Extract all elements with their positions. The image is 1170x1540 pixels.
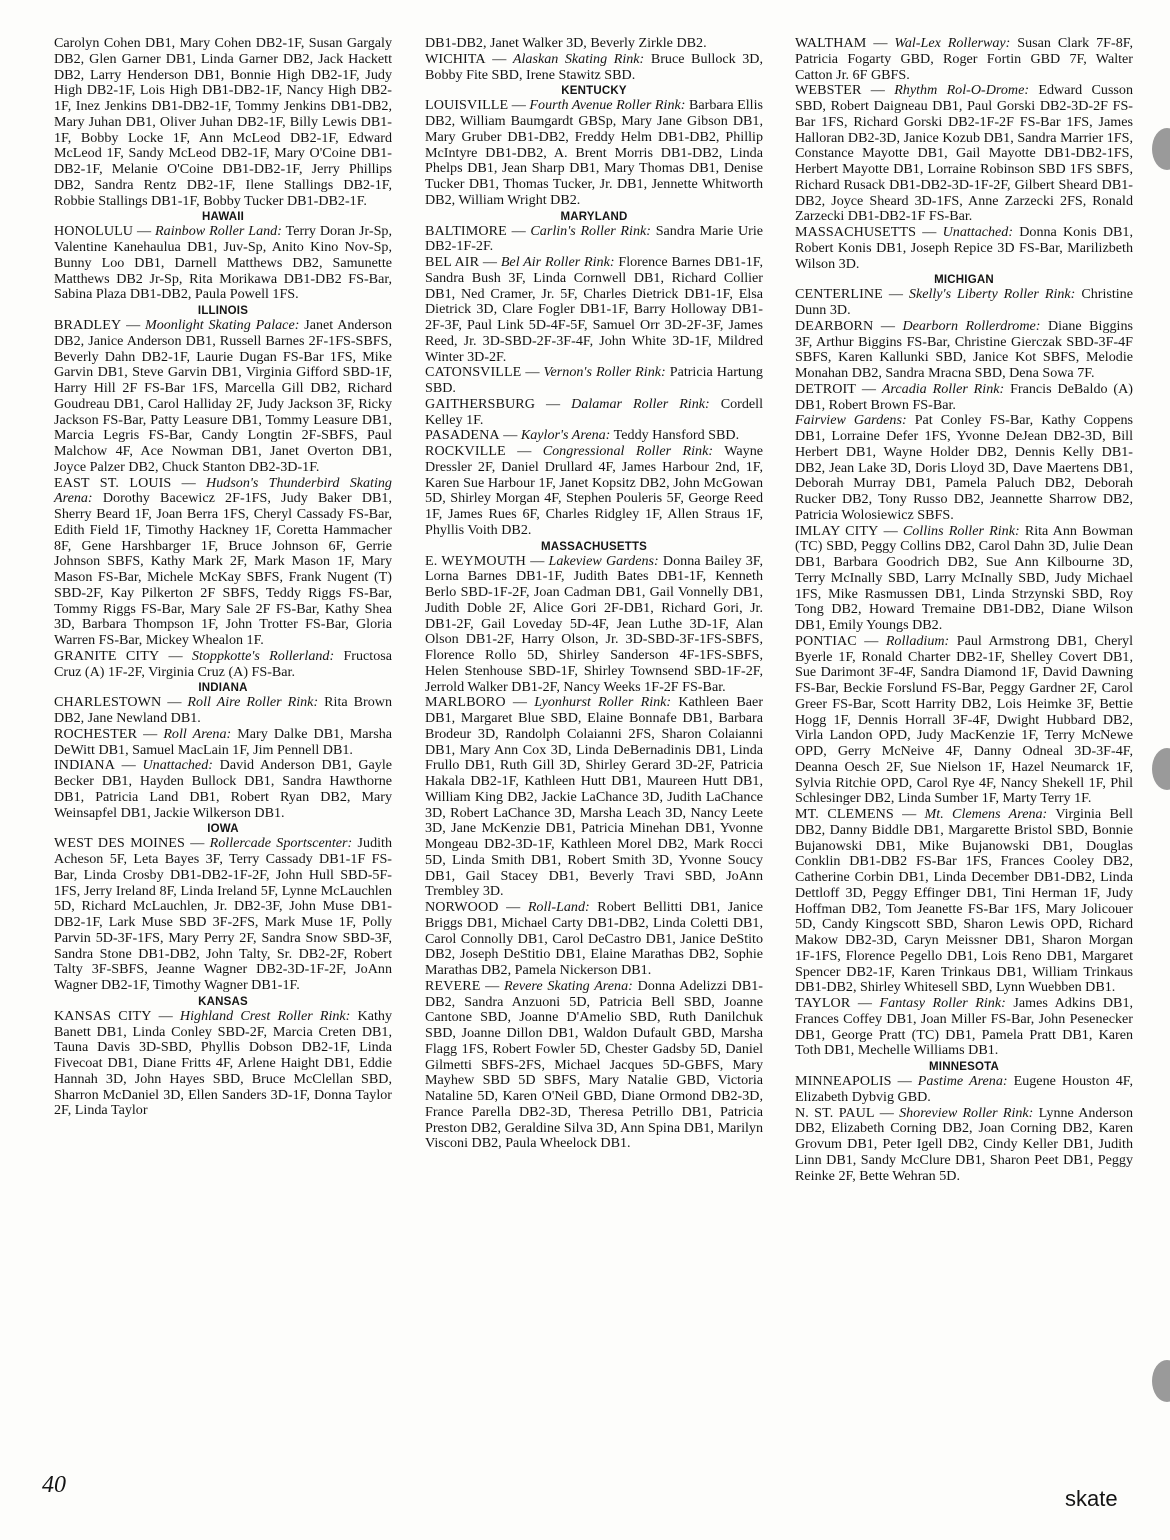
- rink-name: Unattached:: [942, 224, 1014, 240]
- skater-list: Bruce Bullock 3D, Bobby Fite SBD, Irene Stawitz SBD.: [425, 50, 764, 83]
- dash-separator: —: [480, 977, 505, 994]
- dash-separator: —: [184, 835, 210, 852]
- text-column-3: [795, 36, 1133, 1184]
- state-heading: KENTUCKY: [561, 85, 627, 98]
- rink-entry: [795, 413, 1133, 523]
- city-name: N. ST. PAUL: [795, 1104, 875, 1121]
- rink-name: Wal-Lex Rollerway:: [894, 35, 1011, 51]
- dash-separator: —: [159, 647, 192, 664]
- dash-separator: —: [121, 317, 145, 333]
- rink-name: Stoppkotte's Rollerland:: [191, 647, 335, 664]
- city-name: MARLBORO: [425, 694, 506, 711]
- city-name: WEBSTER: [795, 82, 862, 99]
- dash-separator: —: [479, 254, 501, 270]
- skater-list: Pat Conley FS-Bar, Kathy Coppens DB1, Lorraine Defer 1FS, Yvonne DeJean DB2-3D, Bill Herbert DB1, Wayne Holder DB2, Dennis Kelly DB1-DB2, Jean Lake 3D, Doris Lloyd 3D, Dave Maertens DB1, Deborah Murray DB1, Pamela Paluch DB2, Deborah Rucker DB2, Tony Russo DB2, Jeannette Sharrow DB2, Patricia Wolosiewicz SBFS.: [795, 412, 1134, 523]
- city-name: HONOLULU: [54, 223, 134, 240]
- binder-hole: [1152, 748, 1170, 790]
- rink-entry: [54, 318, 392, 476]
- rink-entry: [795, 225, 1133, 272]
- state-heading: INDIANA: [198, 682, 248, 695]
- rink-name: Hudson's Thunderbird Skating Arena:: [54, 474, 392, 507]
- skater-list: DB1-DB2, Janet Walker 3D, Beverly Zirkle DB2.: [425, 35, 707, 51]
- rink-entry: [795, 524, 1133, 634]
- city-name: ROCHESTER: [54, 725, 138, 742]
- rink-entry: [425, 255, 763, 365]
- dash-separator: —: [850, 995, 880, 1011]
- rink-name: Shoreview Roller Rink:: [899, 1104, 1034, 1121]
- rink-name: Lakeview Gardens:: [548, 552, 659, 569]
- city-name: MASSACHUSETTS: [795, 224, 917, 240]
- rink-name: Fairview Gardens:: [795, 412, 907, 429]
- dash-separator: —: [171, 474, 207, 491]
- skater-list: Teddy Hansford SBD.: [613, 427, 740, 444]
- skater-list: Carolyn Cohen DB1, Mary Cohen DB2-1F, Susan Gargaly DB2, Glen Garner DB1, Linda Garner DB2, Jack Hackett DB2, Larry Henderson DB1, Bonnie High DB2-1F, Judy High DB2-1F, Lois High DB1-DB2-1F, Nancy High DB2-1F, Inez Jenkins DB1-DB2-1F, Tommy Jenkins DB1-DB2, Mary Juhan DB1, Oliver Juhan DB2-1F, Billy Lewis DB1-1F, Bobby Locke 1F, Ann McLeod DB2-1F, Edward McLeod 1F, Sandy McLeod DB2-1F, Mary O'Coine DB1-DB2-1F, Melanie O'Coine DB1-DB2-1F, Jerry Phillips DB2, Sandra Rentz DB2-1F, Ilene Stallings DB2-1F, Robbie Stallings DB1-1F, Bobby Tucker DB1-DB2-1F.: [54, 35, 392, 209]
- binder-hole: [1152, 1360, 1170, 1402]
- rink-entry: [795, 36, 1133, 83]
- rink-entry: [425, 224, 763, 256]
- rink-name: Moonlight Skating Palace:: [144, 317, 300, 333]
- city-name: WEST DES MOINES: [54, 835, 185, 852]
- dash-separator: —: [506, 222, 531, 239]
- dash-separator: —: [878, 522, 903, 539]
- rink-entry: [54, 224, 392, 303]
- rink-name: Congressional Roller Rink:: [542, 443, 714, 459]
- skater-list: Barbara Ellis DB2, William Baumgardt GBSp, Mary Jane Gibson DB1, Mary Gruber DB1-DB2, Freddy Helm DB1-DB2, Phillip McIntyre DB1-DB2, A. Brent Morris DB1-DB2, Linda Phelps DB1, Jean Sharp DB1, Mary Thomas DB1, Denise Tucker DB1, Thomas Tucker, Jr. DB1, Jennette Whitworth DB2, William Wright DB2.: [425, 97, 764, 208]
- dash-separator: —: [508, 97, 530, 114]
- skater-list: Janet Anderson DB2, Janice Anderson DB1, Russell Barnes 2F-1FS-SBFS, Beverly Dahn DB2-1F, Laurie Dugan FS-Bar 1FS, Mike Garvin DB1, Steve Garvin DB1, Virginia Gifford SBD-1F, Harry Hill 2F FS-Bar 1FS, Marcella Gill DB2, Richard Goudreau DB1, Carol Halliday 2F, Judy Jackson 3F, Ricky Jackson FS-Bar, Patty Leasure DB1, Tommy Leasure DB1, Marcia Legris FS-Bar, Candy Longtin 2F-SBFS, Paul Malchow 4F, Ace Nowman DB1, Janet Overton DB1, Joyce Palzer DB2, Chuck Stanton DB2-3D-1F.: [54, 317, 393, 475]
- dash-separator: —: [161, 694, 188, 711]
- rink-name: Lyonhurst Roller Rink:: [534, 694, 672, 711]
- dash-separator: —: [874, 1104, 900, 1121]
- dash-separator: —: [151, 1007, 180, 1024]
- rink-entry: [54, 727, 392, 759]
- rink-entry: [425, 428, 763, 444]
- dash-separator: —: [505, 443, 543, 459]
- skater-list: Virginia Bell DB2, Danny Biddle DB1, Margarette Bristol SBD, Bonnie Bujanowski DB1, Mike Bujanowski DB1, Douglas Conklin DB1-DB2 FS-Bar 1FS, Frances Cooley DB2, Catherine Corbin DB1, Linda December DB1-DB2, Linda Dettloff 3D, Peggy Effinger DB1, Tini Herman 1F, Judy Hoffman DB2, Tom Jeanette FS-Bar 1FS, Mary Jolicouer 5D, Candy Kingscott SBD, Sharon Lewis OPD, Richard Makow DB2-3D, Caryn Meissner DB1, Sharon Morgan 1F-1FS, Florence Pegello DB1, Lois Reno DB1, Margaret Spencer DB2-1F, Karen Trinkaus DB1, William Trinkaus DB1-DB2, Shirley Whitesell SBD, Lynn Wuebben DB1.: [795, 806, 1133, 996]
- dash-separator: —: [521, 364, 544, 381]
- skater-list: Rita Brown DB2, Jane Newland DB1.: [54, 694, 392, 726]
- dash-separator: —: [485, 50, 513, 67]
- city-name: TAYLOR: [795, 995, 851, 1011]
- text-column-2: [425, 36, 763, 1152]
- skater-list: Patricia Hartung SBD.: [425, 364, 763, 396]
- rink-entry: [425, 52, 763, 84]
- dash-separator: —: [866, 35, 895, 51]
- city-name: CATONSVILLE: [425, 364, 522, 381]
- dash-separator: —: [891, 1073, 918, 1089]
- dash-separator: —: [855, 380, 882, 397]
- rink-name: Highland Crest Roller Rink:: [179, 1007, 351, 1024]
- city-name: GAITHERSBURG: [425, 395, 536, 412]
- rink-entry: [795, 382, 1133, 414]
- dash-separator: —: [505, 694, 535, 711]
- rink-name: Rhythm Rol-O-Drome:: [894, 82, 1030, 99]
- rink-entry: [425, 554, 763, 696]
- city-name: CHARLESTOWN: [54, 694, 162, 711]
- city-name: GRANITE CITY: [54, 647, 160, 664]
- rink-name: Rollercade Sportscenter:: [209, 835, 353, 852]
- dash-separator: —: [882, 286, 909, 303]
- skater-list: Dorothy Bacewicz 2F-1FS, Judy Baker DB1, Sherry Beard 1F, Joan Berra 1FS, Cheryl Cassady FS-Bar, Edith Field 1F, Timothy Hackney 1F, Coretta Hammacher 8F, Gene Harshbarger 1F, Bruce Johnson 6F, Gerrie Johnson SBFS, Kathy Mark 2F, Mark Mason 1F, Mary Mason FS-Bar, Michele McKay SBFS, Frank Nugent (T) SBD-2F, Kay Pilkerton 2F SBFS, Teddy Riggs FS-Bar, Tommy Riggs FS-Bar, Mary Sale 2F FS-Bar, Kathy Shea 3D, Barbara Thompson 1F, John Trotter FS-Bar, Gloria Warren FS-Bar, Mickey Whealon 1F.: [54, 490, 392, 648]
- city-name: WICHITA: [425, 50, 486, 67]
- skater-list: Florence Barnes DB1-1F, Sandra Bush 3F, Linda Cornwell DB1, Richard Collier DB1, Ned Cramer, Jr. 5F, Charles Dietrick DB1-1F, Elsa Dietrick 3D, Clare Fogler DB1-1F, Barry Holloway DB1-2F-3F, Paul Link 5D-4F-5F, Samuel Orr 3D-2F-3F, James Reed, Jr. 3D-SBD-2F-3F-4F, John White 3D-1F, Mildred Winter 3D-2F.: [425, 254, 764, 365]
- rink-name: Fourth Avenue Roller Rink:: [529, 97, 686, 114]
- city-name: BALTIMORE: [425, 222, 507, 239]
- rink-name: Skelly's Liberty Roller Rink:: [908, 286, 1076, 303]
- rink-entry: [795, 996, 1133, 1059]
- rink-name: Unattached:: [142, 757, 213, 774]
- skater-list: Fructosa Cruz (A) 1F-2F, Virginia Cruz (A) FS-Bar.: [54, 647, 392, 680]
- state-heading: MARYLAND: [560, 210, 628, 223]
- rink-name: Roll Arena:: [163, 725, 232, 742]
- magazine-name: skate: [1065, 1486, 1118, 1511]
- rink-entry: [54, 758, 392, 821]
- dash-separator: —: [498, 899, 528, 915]
- city-name: INDIANA: [54, 757, 115, 774]
- city-name: DETROIT: [795, 380, 856, 397]
- city-name: E. WEYMOUTH: [425, 552, 526, 569]
- city-name: WALTHAM: [795, 35, 867, 51]
- dash-separator: —: [861, 82, 895, 99]
- skater-list: Eugene Houston 4F, Elizabeth Dybvig GBD.: [795, 1073, 1133, 1105]
- skater-list: Cordell Kelley 1F.: [425, 395, 763, 428]
- rink-entry: [54, 836, 392, 994]
- skater-list: Rita Ann Bowman (TC) SBD, Peggy Collins DB2, Carol Dahn 3D, Julie Dean DB1, Barbara Goodrich DB2, Sue Ann Kilbourne 3D, Terry McInally SBD, Larry McInally SBD, Judy Michael 1FS, Mike Rasmussen DB1, Linda Strzynski SBD, Roy Tong DB2, Howard Tremaine DB1-DB2, Diane Wilson DB1, Emily Youngs DB2.: [795, 522, 1134, 633]
- city-name: DEARBORN: [795, 317, 874, 334]
- skater-list: Edward Cusson SBD, Robert Daigneau DB1, Paul Gorski DB2-3D-2F FS-Bar 1FS, Richard Gorski DB2-1F-2F FS-Bar 1FS, James Halloran DB2-3D, Janice Kozub DB1, Sandra Marrier 1FS, Constance Mayotte DB1, Gail Mayotte DB1-DB2-1FS, Herbert Mayotte DB1, Lorraine Robinson SBD 1FS SBFS, Richard Rusack DB1-DB2-3D-1F-2F, Gilbert Sheard DB1-DB2, Joyce Sheard 3D-1FS, Anne Zarzecki 2FS, Ronald Zarzecki DB1-DB2-1F FS-Bar.: [795, 82, 1134, 225]
- skater-list: Terry Doran Jr-Sp, Valentine Kanehaulua DB1, Juv-Sp, Anito Kino Nov-Sp, Bunny Loo DB1, Darnell Matthews DB2, Samunette Matthews DB2 Jr-Sp, Rita Morikawa DB1-DB2 FS-Bar, Sabina Plaza DB1-DB2, Paula Powell 1FS.: [54, 223, 392, 303]
- rink-name: Bel Air Roller Rink:: [500, 254, 615, 270]
- dash-separator: —: [873, 317, 903, 334]
- rink-name: Roll Aire Roller Rink:: [187, 694, 319, 711]
- city-name: MINNEAPOLIS: [795, 1073, 892, 1089]
- skater-list: Robert Bellitti DB1, Janice Briggs DB1, Michael Carty DB1-DB2, Linda Coletti DB1, Carol Connolly DB1, Carol DeCastro DB1, Janice DeStito DB2, Joseph DeStitio DB1, Elaine Marathas DB2, Sophie Marathas DB2, Pamela Nickerson DB1.: [425, 899, 763, 978]
- skater-list: Susan Clark 7F-8F, Patricia Fogarty GBD, Roger Fortin GBD 7F, Walter Catton Jr. 6F GBFS.: [795, 35, 1133, 83]
- state-heading: IOWA: [207, 823, 239, 836]
- state-heading: HAWAII: [201, 211, 245, 224]
- rink-entry: [795, 634, 1133, 807]
- dash-separator: —: [916, 224, 943, 240]
- skater-list: David Anderson DB1, Gayle Becker DB1, Hayden Bullock DB1, Sandra Hawthorne DB1, Patricia Land DB1, Robert Ryan DB2, Mary Weinsapfel DB1, Jackie Wilkerson DB1.: [54, 757, 392, 821]
- dash-separator: —: [525, 552, 549, 569]
- dash-separator: —: [856, 632, 886, 649]
- dash-separator: —: [499, 427, 521, 444]
- skater-list: Francis DeBaldo (A) DB1, Robert Brown FS-Bar.: [795, 380, 1133, 413]
- rink-name: Dearborn Rollerdrome:: [902, 317, 1041, 334]
- state-heading: MICHIGAN: [934, 274, 994, 287]
- city-name: KANSAS CITY: [54, 1007, 152, 1024]
- rink-name: Roll-Land:: [527, 899, 590, 915]
- dash-separator: —: [893, 806, 925, 822]
- rink-entry: [54, 695, 392, 727]
- rink-name: Pastime Arena:: [917, 1073, 1008, 1089]
- rink-name: Vernon's Roller Rink:: [543, 364, 666, 381]
- skater-list: Christine Dunn 3D.: [795, 286, 1133, 318]
- dash-separator: —: [133, 223, 156, 240]
- rink-name: Revere Skating Arena:: [504, 977, 633, 994]
- dash-separator: —: [114, 757, 143, 774]
- text-column-1: [54, 36, 392, 1119]
- rink-name: Carlin's Roller Rink:: [530, 222, 651, 239]
- city-name: BRADLEY: [54, 317, 122, 333]
- skater-list: Judith Acheson 5F, Leta Bayes 3F, Terry Cassady DB1-1F FS-Bar, Linda Crosby DB1-DB2-1F-2F, John Hull SBD-5F-1FS, Jerry Ireland 8F, Linda Ireland 5F, Lynne McLauchlen 5D, Richard McLauchlen, Jr. DB2-3F, John Muse DB1-DB2-1F, Lark Muse SBD 3F-2FS, Mark Muse 1F, Polly Parvin 5D-3F-1FS, Mary Perry 2F, Sandra Snow SBD-3F, Sandra Stone DB1-DB2, John Talty, Sr. DB2-2F, Robert Talty 3F-SBFS, Jeanne Wagner DB2-3D-1F-2F, JoAnn Wagner DB2-1F, Timothy Wagner DB1-1F.: [54, 835, 392, 993]
- rink-name: Kaylor's Arena:: [520, 427, 611, 444]
- dash-separator: —: [137, 725, 164, 742]
- city-name: LOUISVILLE: [425, 97, 509, 114]
- skater-list: Mary Dalke DB1, Marsha DeWitt DB1, Samuel MacLain 1F, Jim Pennell DB1.: [54, 725, 392, 758]
- city-name: NORWOOD: [425, 899, 499, 915]
- rink-entry: [795, 1106, 1133, 1185]
- binder-hole: [1152, 128, 1170, 170]
- page-number: 40: [42, 1472, 66, 1498]
- rink-name: Dalamar Roller Rink:: [571, 395, 710, 412]
- skater-list: Wayne Dressler 2F, Daniel Drullard 4F, James Harbour 2nd, 1F, Karen Sue Harbour 1F, Janet Kopsitz DB2, John McGowan 5D, Shirley Morgan 4F, Stephen Pouleris 5F, George Reed 1F, James Rues 6F, Charles Ridgley 1F, Allen Straus 1F, Phyllis Voith DB2.: [425, 443, 763, 538]
- dash-separator: —: [535, 395, 572, 412]
- rink-entry: [54, 476, 392, 649]
- rink-entry: [54, 1009, 392, 1119]
- rink-entry: [795, 807, 1133, 996]
- skater-list: Kathy Banett DB1, Linda Conley SBD-2F, Marcia Creten DB1, Tauna Davis 3D-SBD, Phyllis Dobson DB2-1F, Linda Fivecoat DB1, Diane Fritts 4F, Arlene Haight DB1, Eddie Hannah 3D, John Hayes SBD, Bruce McClellan SBD, Sharron McDaniel 3D, Ellen Sanders 3D-1F, Donna Taylor 2F, Linda Taylor: [54, 1007, 392, 1119]
- rink-entry: [795, 319, 1133, 382]
- rink-name: Alaskan Skating Rink:: [512, 50, 645, 67]
- skater-list: Donna Adelizzi DB1-DB2, Sandra Anzuoni 5D, Patricia Bell SBD, Joanne Cantone SBD, Joanne D'Amelio SBD, Ruth Danilchuk SBD, Joanne Dillon DB1, Waldon Dufault GBD, Marsha Flagg 1FS, Robert Fowler 5D, Chester Gadsby 5D, Daniel Gilmetti SBFS-2FS, Michael Jacques 5D-GBFS, Mary Mayhew SBD 5D SBFS, Mary Natalie GBD, Victoria Nataline 5D, Karen O'Neil GBD, Diane Ormond DB2-3D, France Parella DB2-3D, Theresa Petrillo DB1, Patricia Preston DB2, Geraldine Silva 3D, Ann Spina DB1, Marilyn Visconi DB2, Paula Wheelock DB1.: [425, 977, 764, 1152]
- rink-entry: [425, 98, 763, 208]
- state-heading: ILLINOIS: [197, 305, 249, 317]
- city-name: EAST ST. LOUIS: [54, 474, 172, 491]
- rink-name: Mt. Clemens Arena:: [924, 806, 1048, 822]
- rink-name: Rolladium:: [885, 632, 950, 649]
- city-name: BEL AIR: [425, 254, 480, 270]
- rink-entry: [425, 900, 763, 979]
- state-heading: MINNESOTA: [929, 1061, 999, 1073]
- rink-name: Rainbow Roller Land:: [155, 223, 282, 240]
- skater-list: James Adkins DB1, Frances Coffey DB1, Joan Miller FS-Bar, John Pesenecker DB1, George Pratt (TC) DB1, Pamela Pratt DB1, Karen Toth DB1, Mechelle Williams DB1.: [795, 995, 1134, 1059]
- rink-entry: [425, 979, 763, 1152]
- skater-list: Paul Armstrong DB1, Cheryl Byerle 1F, Ronald Charter DB2-1F, Shelley Covert DB1, Sue Darimont 3F-4F, Sandra Diamond 1F, David Dawning FS-Bar, Beckie Forslund FS-Bar, Peggy Gardner 2F, Carol Greer FS-Bar, Scott Harrity DB2, Lois Heimke 3F, Bettie Hogg 1F, Dennis Horrall 3F-4F, Dwight Hubbard DB2, Virla Landon OPD, Judy MacKenzie 1F, Terry McNewe OPD, Gerry McNeive 4F, Danny Odneal 3D-3F-4F, Deanna Oesch 2F, Sue Nielson 1F, Hazel Neumarck 1F, Sylvia Ritchie OPD, Carol Rye 4F, Nancy Shekell 1F, Phil Schlesinger DB2, Linda Sumber 1F, Marty Terry 1F.: [795, 632, 1134, 807]
- rink-entry: [425, 397, 763, 429]
- city-name: CENTERLINE: [795, 286, 883, 303]
- rink-entry: [425, 365, 763, 397]
- city-name: REVERE: [425, 977, 481, 994]
- rink-entry: [425, 695, 763, 900]
- city-name: ROCKVILLE: [425, 443, 506, 459]
- rink-name: Fantasy Roller Rink:: [879, 995, 1006, 1011]
- state-heading: MASSACHUSETTS: [540, 540, 648, 553]
- skater-list: Donna Konis DB1, Robert Konis DB1, Joseph Repice 3D FS-Bar, Marilizbeth Wilson 3D.: [795, 224, 1133, 272]
- rink-entry: [795, 287, 1133, 319]
- skater-list: Diane Biggins 3F, Arthur Biggins FS-Bar, Christine Gierczak SBD-3F-4F SBFS, Karen Kallunki SBD, Janice Kot SBFS, Melodie Monahan DB2, Sandra Mracna SBD, Dena Sowa 7F.: [795, 317, 1133, 381]
- skater-list: Sandra Marie Urie DB2-1F-2F.: [425, 222, 764, 255]
- city-name: PASADENA: [425, 427, 500, 444]
- city-name: PONTIAC: [795, 632, 857, 649]
- state-heading: KANSAS: [198, 995, 248, 1008]
- city-name: IMLAY CITY: [795, 522, 879, 539]
- rink-entry: [795, 83, 1133, 225]
- city-name: MT. CLEMENS: [795, 806, 894, 822]
- rink-name: Arcadia Roller Rink:: [881, 380, 1005, 397]
- skater-list: Donna Bailey 3F, Lorna Barnes DB1-1F, Judith Bates DB1-1F, Kenneth Berlo SBD-1F-2F, Joan Cadman DB1, Gail Vonnelly DB1, Judith Doble 2F, Alice Gori 2F-DB1, Richard Gori, Jr. DB1-2F, Gail Loveday 5D-4F, Jean Luthe 3D-1F, Alan Olson DB1-2F, Harry Olson, Jr. 3D-SBD-3F-1FS-SBFS, Florence Rollo 5D, Shirley Sanderson 4F-1FS-SBFS, Helen Stenhouse SBD-1F, Shirley Townsend SBD-1F-2F, Jerrold Walker DB1-2F, Nancy Weeks 1F-2F FS-Bar.: [425, 552, 764, 695]
- rink-entry: [54, 649, 392, 681]
- rink-name: Collins Roller Rink:: [902, 522, 1020, 539]
- rink-entry: [425, 444, 763, 539]
- skater-list: Kathleen Baer DB1, Margaret Blue SBD, Elaine Bonnafe DB1, Barbara Brodeur 3D, Randolph Colaianni 2FS, Sharon Colaianni DB1, Mary Ann Cox 3D, Linda DeBernadinis DB1, Linda Frullo DB1, Ruth Gill 3D, Shirley Gerard 3D-2F, Patricia Hakala DB2-1F, Kathleen Hutt DB1, Maureen Hutt DB1, William King DB2, Jackie LaChance 3D, Judith LaChance 3D, Robert LaChance 3D, Marsha Leach 3D, Nancy Leete 3D, Jane McKenzie DB1, Patricia Minehan DB1, Yvonne Mongeau DB2-3D-1F, Kathleen Morel DB2, Mark Rocci 5D, Linda Smith DB1, Robert Smith 3D, Yvonne Soucy DB1, Gail Stacey DB1, Beverly Travi SBD, JoAnn Trembley 3D.: [425, 694, 764, 900]
- rink-entry: [795, 1074, 1133, 1106]
- skater-list: Lynne Anderson DB2, Elizabeth Corning DB2, Joan Corning DB2, Karen Grovum DB1, Peter Igell DB2, Cindy Keller DB1, Judith Linn DB1, Sandy McClure DB1, Sharon Peet DB1, Peggy Reinke 2F, Bette Wehran 5D.: [795, 1104, 1133, 1184]
